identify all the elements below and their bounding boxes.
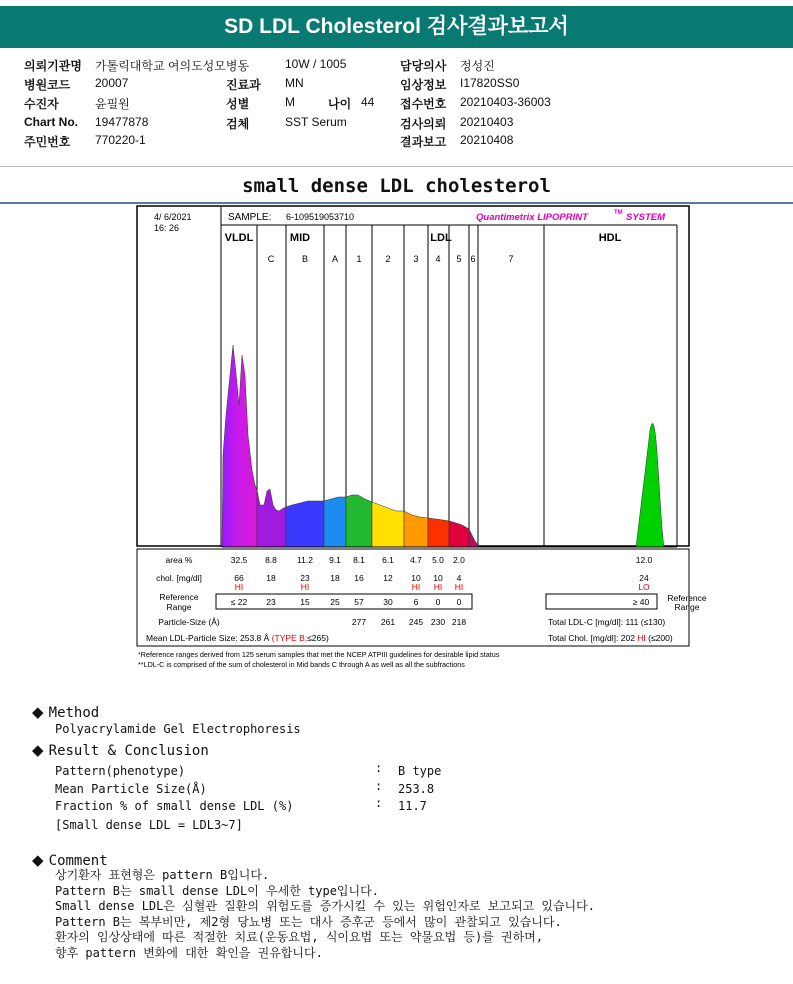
band-area <box>346 495 372 547</box>
band-area <box>372 502 404 547</box>
report-title: small dense LDL cholesterol <box>242 175 551 197</box>
group-label: VLDL <box>224 232 254 244</box>
band-label: C <box>267 254 275 264</box>
mean-size-row: Mean LDL-Particle Size: 253.8 Å (TYPE B;≤265) <box>146 633 329 643</box>
band-label: 5 <box>456 254 462 264</box>
range-value: 57 <box>354 597 364 607</box>
result-colon: : <box>375 761 383 775</box>
group-label: HDL <box>598 232 622 244</box>
result-value: 11.7 <box>398 799 427 813</box>
result-heading: Result & Conclusion <box>48 743 209 759</box>
result-value: B type <box>398 764 442 778</box>
info-value: 20210403 <box>460 115 514 129</box>
sample-label: SAMPLE: <box>228 212 272 223</box>
age-value: 44 <box>361 95 375 109</box>
band-label: 6 <box>470 254 476 264</box>
brand-name: Quantimetrix LIPOPRINT <box>476 212 588 223</box>
chol-value: 18 <box>330 573 340 583</box>
info-label: 담당의사 <box>400 59 447 73</box>
diamond-bullet-icon: ◆ <box>32 703 44 721</box>
total-chol: Total Chol. [mg/dl]: 202 HI (≤200) <box>548 633 673 643</box>
info-value: 20210408 <box>460 133 514 147</box>
comment-line: Pattern B는 복부비만, 제2형 당뇨병 또는 대사 증후군 등에서 많이 관찰되고 있습니다. <box>55 914 562 929</box>
particle-value: 230 <box>430 617 446 627</box>
band-label: 7 <box>508 254 514 264</box>
result-section <box>32 740 209 759</box>
info-value: MN <box>285 76 304 90</box>
range-value: 0 <box>456 597 462 607</box>
info-label: 진료과 <box>226 78 261 92</box>
diamond-bullet-icon: ◆ <box>32 741 44 759</box>
area-value: 6.1 <box>382 555 394 565</box>
info-label: 검체 <box>226 117 250 131</box>
chol-flag: LO <box>638 582 650 592</box>
info-value: I17820SS0 <box>460 76 520 90</box>
area-value: 11.2 <box>297 555 313 565</box>
comment-section <box>32 850 108 869</box>
info-value: SST Serum <box>285 115 347 129</box>
band-area <box>257 489 286 547</box>
info-label: 임상정보 <box>400 78 447 92</box>
range-value: 15 <box>300 597 310 607</box>
method-section <box>32 702 99 721</box>
info-value: 19477878 <box>95 115 149 129</box>
range-value: 30 <box>383 597 393 607</box>
lipoprint-chart <box>136 205 707 675</box>
chol-flag: HI <box>234 582 244 592</box>
info-value: M <box>285 95 295 109</box>
result-colon: : <box>375 796 383 810</box>
area-value: 12.0 <box>635 555 653 565</box>
info-value: 20210403-36003 <box>460 95 551 109</box>
chol-flag: HI <box>433 582 443 592</box>
chol-value: 24 <box>639 573 649 583</box>
range-label: Range <box>166 602 192 612</box>
result-label: Mean Particle Size(Å) <box>55 781 207 796</box>
comment-line: 환자의 임상상태에 따른 적절한 치료(운동요법, 식이요법 또는 약물요법 등)를 권하며, <box>55 930 544 944</box>
result-colon: : <box>375 778 383 793</box>
footnote: **LDL-C is comprised of the sum of cholesterol in Mid bands C through A as well as all the subfractions <box>138 660 465 669</box>
info-label: 병원코드 <box>24 78 71 92</box>
band-label: 3 <box>413 254 419 264</box>
band-area <box>449 521 469 547</box>
info-label: 성별 <box>226 97 250 111</box>
comment-line: Small dense LDL은 심혈관 질환의 위험도를 증가시킬 수 있는 위험인자로 보고되고 있습니다. <box>55 899 595 913</box>
chol-value: 4 <box>456 573 462 583</box>
chol-flag: HI <box>411 582 421 592</box>
result-value: 253.8 <box>398 781 435 796</box>
ref-right-label: Range <box>674 602 700 612</box>
diamond-bullet-icon: ◆ <box>32 851 44 869</box>
comment-line: Pattern B는 small dense LDL이 우세한 type입니다. <box>55 883 379 898</box>
range-value: ≥ 40 <box>632 597 650 607</box>
info-value: 가톨릭대학교 여의도성모병동 <box>95 59 250 73</box>
band-label: 1 <box>356 254 362 264</box>
comment-line: 상기환자 표현형은 pattern B입니다. <box>55 868 270 882</box>
chol-row-label: chol. [mg/dl] <box>156 573 202 583</box>
band-label: A <box>331 254 339 264</box>
age-label: 나이 <box>328 97 352 111</box>
particle-value: 245 <box>408 617 424 627</box>
info-value: 770220-1 <box>95 133 146 147</box>
result-note: [Small dense LDL = LDL3~7] <box>55 818 243 832</box>
info-value: 10W / 1005 <box>285 57 347 71</box>
total-ldl: Total LDL-C [mg/dl]: 111 (≤130) <box>548 617 666 627</box>
method-heading: Method <box>48 705 100 721</box>
band-area <box>428 518 449 547</box>
area-value: 32.5 <box>230 555 248 565</box>
range-value: 6 <box>413 597 419 607</box>
area-value: 8.8 <box>265 555 277 565</box>
info-value: 윤필원 <box>95 97 130 111</box>
group-label: MID <box>289 232 311 244</box>
chol-value: 16 <box>354 573 364 583</box>
report-banner: SD LDL Cholesterol 검사결과보고서 <box>0 6 793 48</box>
result-label: Pattern(phenotype) <box>55 764 186 778</box>
area-value: 2.0 <box>453 555 465 565</box>
report-time: 16: 26 <box>154 223 180 233</box>
chol-value: 66 <box>234 573 244 583</box>
info-value: 정성진 <box>460 59 495 73</box>
band-label: B <box>301 254 309 264</box>
particle-value: 218 <box>451 617 467 627</box>
info-label: 결과보고 <box>400 135 447 149</box>
title-underline <box>0 202 793 204</box>
info-label: 접수번호 <box>400 97 447 111</box>
chol-value: 12 <box>383 573 393 583</box>
chol-flag: HI <box>454 582 464 592</box>
ref-right-label: Reference <box>667 593 707 603</box>
area-value: 9.1 <box>329 555 341 565</box>
area-value: 8.1 <box>353 555 365 565</box>
range-box <box>216 594 472 609</box>
brand-tm: TM <box>614 210 623 216</box>
sample-id: 6-109519053710 <box>286 212 355 222</box>
group-label: LDL <box>430 232 452 244</box>
result-label: Fraction % of small dense LDL (%) <box>55 799 294 813</box>
range-value: 0 <box>435 597 441 607</box>
band-area <box>404 511 428 547</box>
info-value: 20007 <box>95 76 129 90</box>
area-row-label: area % <box>165 555 193 565</box>
band-area <box>286 501 324 547</box>
chol-value: 10 <box>433 573 443 583</box>
comment-heading: Comment <box>48 853 108 869</box>
info-label: Chart No. <box>24 115 78 129</box>
report-date: 4/ 6/2021 <box>154 212 192 222</box>
hdl-peak <box>636 423 664 547</box>
band-area <box>222 345 257 547</box>
range-value: 23 <box>266 597 276 607</box>
area-value: 4.7 <box>410 555 422 565</box>
chol-flag: HI <box>300 582 310 592</box>
chol-value: 10 <box>411 573 421 583</box>
info-label: 의뢰기관명 <box>24 59 82 73</box>
band-label: 4 <box>435 254 441 264</box>
info-label: 수진자 <box>24 97 59 111</box>
range-value: ≤ 22 <box>230 597 248 607</box>
area-value: 5.0 <box>432 555 444 565</box>
range-value: 25 <box>330 597 340 607</box>
particle-value: 277 <box>351 617 367 627</box>
chol-value: 23 <box>300 573 310 583</box>
info-label: 주민번호 <box>24 135 71 149</box>
method-text: Polyacrylamide Gel Electrophoresis <box>55 722 301 736</box>
chol-value: 18 <box>266 573 276 583</box>
info-label: 검사의뢰 <box>400 117 447 131</box>
particle-value: 261 <box>380 617 396 627</box>
brand-suffix: SYSTEM <box>626 212 666 223</box>
divider <box>0 166 793 167</box>
footnote: *Reference ranges derived from 125 serum samples that met the NCEP ATPIII guidelines for desirable lipid status <box>138 650 500 659</box>
particle-row-label: Particle-Size (Å) <box>158 617 220 627</box>
reference-label: Reference <box>159 592 199 602</box>
band-area <box>324 497 346 547</box>
comment-line: 향후 pattern 변화에 대한 확인을 권유합니다. <box>55 945 323 960</box>
band-label: 2 <box>385 254 391 264</box>
band-area <box>469 529 478 547</box>
